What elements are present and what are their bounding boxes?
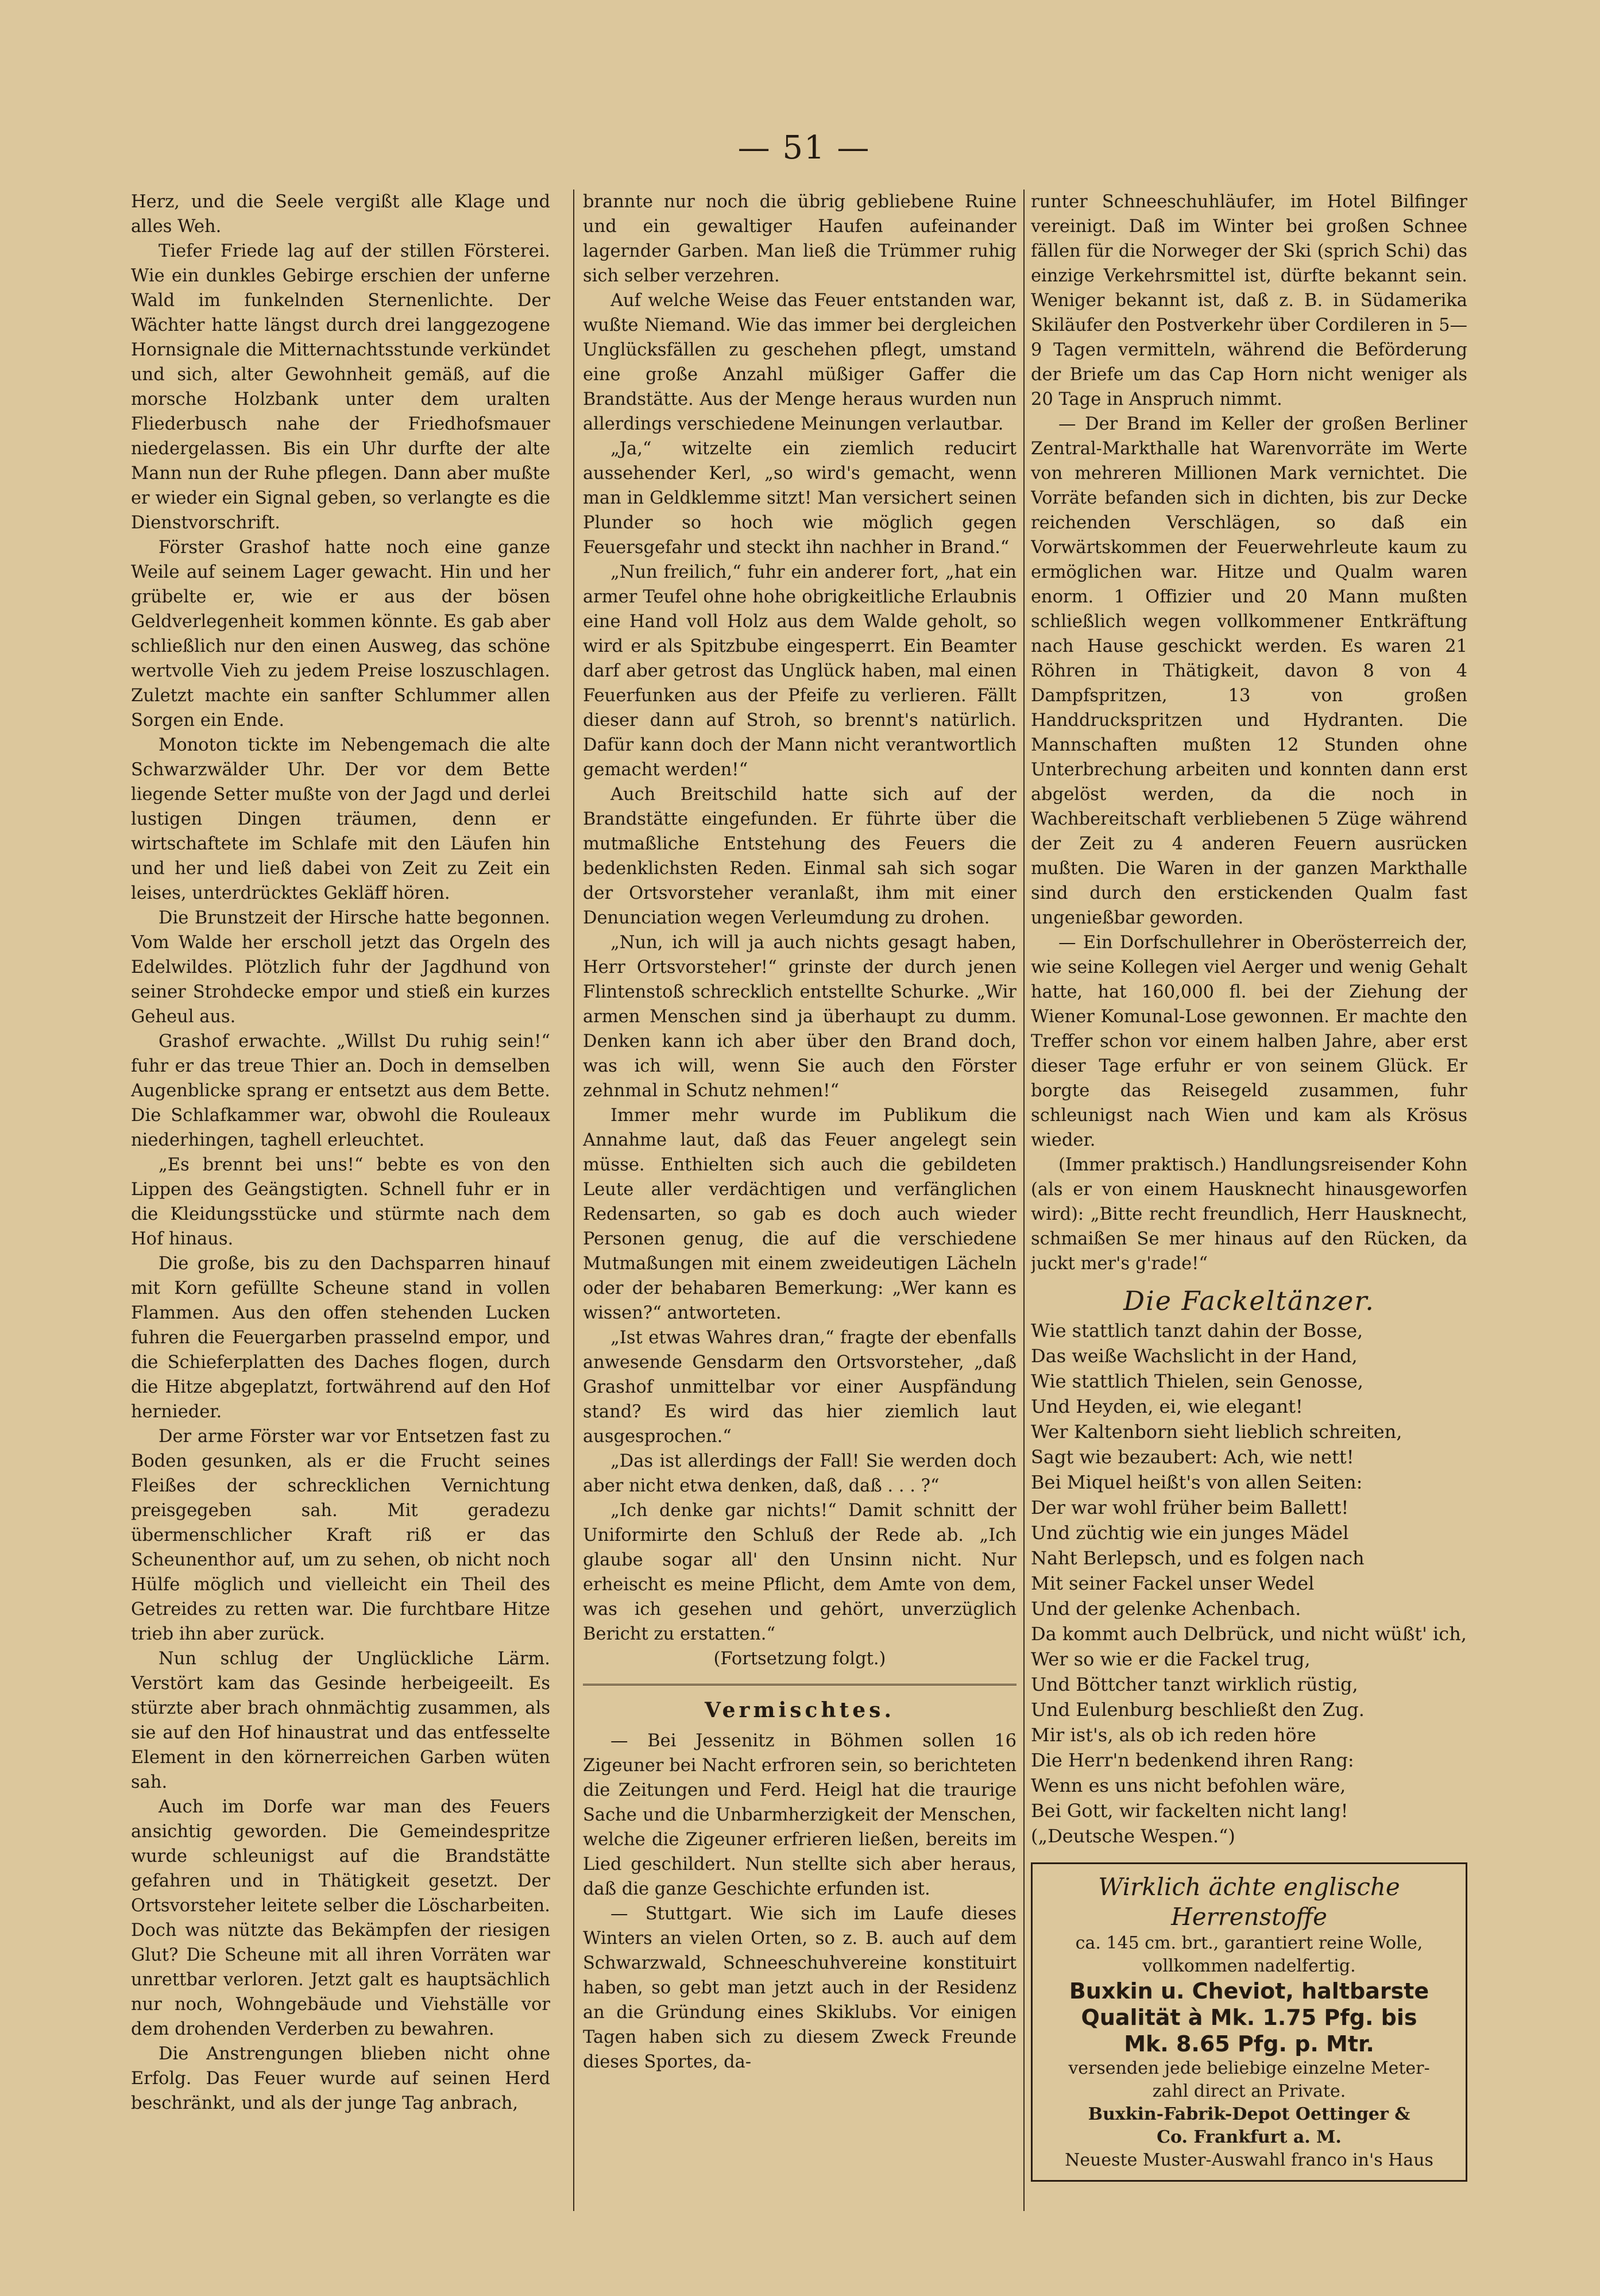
poem-line: Sagt wie bezaubert: Ach, wie nett! [1031,1446,1354,1468]
section-rule [583,1684,1017,1688]
paragraph: „Ist etwas Wahres dran,“ fragte der ebenfalls anwesende Gensdarm den Ortsvorsteher, „daß Grashof unmittelbar vor einer Auspfändung stand? Es wird das hier ziemlich laut ausgesprochen.“ [583,1328,1017,1447]
column-2 [583,190,1017,2211]
ad-text: zahl direct an Private. [1152,2081,1346,2101]
paragraph: Die Anstrengungen blieben nicht ohne Erfolg. Das Feuer wurde auf seinen Herd beschränkt, und als der junge Tag anbrach, [131,2044,550,2113]
poem-line: Wie stattlich tanzt dahin der Bosse, [1031,1320,1363,1342]
ad-headline: Wirklich ächte englische [1098,1873,1400,1901]
poem-line: Wer Kaltenborn sieht lieblich schreiten, [1031,1421,1402,1443]
poem-line: Mit seiner Fackel unser Wedel [1031,1572,1315,1594]
poem-line: Bei Gott, wir fackelten nicht lang! [1031,1800,1348,1822]
continued-note: (Fortsetzung folgt.) [713,1649,886,1669]
paragraph: Nun schlug der Unglückliche Lärm. Verstört kam das Gesinde herbeigeeilt. Es stürzte aber brach ohnmächtig zusammen, als sie auf den Hof hinaustrat und das entfesselte Element in den körnerreichen Garben wüten sah. [131,1649,550,1792]
column-3 [1031,190,1467,2211]
poem-line: Und Eulenburg beschließt den Zug. [1031,1699,1365,1721]
column-1 [131,190,550,2211]
anecdote: (Immer praktisch.) Handlungsreisender Kohn (als er von einem Hausknecht hinausgeworfen wird): „Bitte recht freundlich, Herr Hausknecht, schmaißen Se mer hinaus auf den Rücken, da juckt mer's g'rade!“ [1031,1155,1467,1274]
ad-text: Neueste Muster-Auswahl franco in's Haus [1065,2150,1433,2170]
paragraph: „Nun freilich,“ fuhr ein anderer fort, „hat ein armer Teufel ohne hohe obrigkeitliche Erlaubnis eine Hand voll Holz aus dem Walde geholt, so wird er als Spitzbube eingesperrt. Ein Beamter darf aber getrost das Unglück haben, mal einen Feuerfunken aus der Pfeife zu verlieren. Fällt dieser dann auf Stroh, so brennt's natürlich. Dafür kann doch der Mann nicht verantwortlich gemacht werden!“ [583,562,1017,780]
paragraph: Tiefer Friede lag auf der stillen Försterei. Wie ein dunkles Gebirge erschien der unferne Wald im funkelnden Sternenlichte. Der Wächter hatte längst durch drei langgezogene Hornsignale die Mitternachtsstunde verkündet und sich, alter Gewohnheit gemäß, auf die morsche Holzbank unter dem uralten Fliederbusch nahe der Friedhofsmauer niedergelassen. Bis ein Uhr durfte der alte Mann nun der Ruhe pflegen. Dann aber mußte er wieder ein Signal geben, so verlangte es die Dienstvorschrift. [131,241,550,533]
paragraph: Auch Breitschild hatte sich auf der Brandstätte eingefunden. Er führte über die mutmaßliche Entstehung des Feuers die bedenklichsten Reden. Einmal sah sich sogar der Ortsvorsteher veranlaßt, ihm mit einer Denunciation wegen Verleumdung zu drohen. [583,784,1017,928]
paragraph: „Das ist allerdings der Fall! Sie werden doch aber nicht etwa denken, daß, daß . . . ?“ [583,1451,1017,1496]
poem-line: Und Heyden, ei, wie elegant! [1031,1396,1303,1417]
ad-headline: Herrenstoffe [1171,1903,1327,1931]
poem-line: Mir ist's, als ob ich reden höre [1031,1724,1316,1746]
paragraph: Auf welche Weise das Feuer entstanden war, wußte Niemand. Wie das immer bei dergleichen Unglücksfällen zu geschehen pflegt, umstand eine große Anzahl müßiger Gaffer die Brandstätte. Aus der Menge heraus wurden nun allerdings verschiedene Meinungen verlautbar. [583,291,1017,434]
poem-line: Wer so wie er die Fackel trug, [1031,1648,1311,1670]
page-number: — 51 — [737,129,871,167]
column-divider [1023,190,1025,2211]
poem-line: Da kommt auch Delbrück, und nicht wüßt' ich, [1031,1623,1467,1645]
news-item: — Der Brand im Keller der großen Berliner Zentral-Markthalle hat Warenvorräte im Werte von mehreren Millionen Mark vernichtet. Die Vorräte befanden sich in dichten, bis zur Decke reichenden Verschlägen, so daß ein Vorwärtskommen der Feuerwehrleute kaum zu ermöglichen war. Hitze und Qualm waren enorm. 1 Offizier und 20 Mann mußten schließlich wegen vollkommener Entkräftung nach Hause geschickt werden. Es waren 21 Röhren in Thätigkeit, davon 8 von 4 Dampfspritzen, 13 von großen Handdruckspritzen und Hydranten. Die Mannschaften mußten 12 Stunden ohne Unterbrechung arbeiten und konnten dann erst abgelöst werden, da die noch in Wachbereitschaft verbliebenen 5 Züge während der Zeit zu 4 anderen Feuern ausrücken mußten. Die Waren in der ganzen Markthalle sind durch den erstickenden Qualm fast ungenießbar geworden. [1031,414,1467,928]
news-item: — Ein Dorfschullehrer in Oberösterreich der, wie seine Kollegen viel Aerger und wenig Gehalt hatte, hat 160,000 fl. bei der Ziehung der Wiener Komunal-Lose gewonnen. Er machte den Treffer schon vor einem halben Jahre, aber erst dieser Tage erfuhr er von seinem Glück. Er borgte das Reisegeld zusammen, fuhr schleunigst nach Wien und kam als Krösus wieder. [1031,933,1467,1150]
paragraph: Der arme Förster war vor Entsetzen fast zu Boden gesunken, als er die Frucht seines Fleißes der schrecklichen Vernichtung preisgegeben sah. Mit geradezu übermenschlicher Kraft riß er das Scheunenthor auf, um zu sehen, ob nicht noch Hülfe möglich und vielleicht ein Theil des Getreides zu retten war. Die furchtbare Hitze trieb ihn aber zurück. [131,1427,550,1644]
paragraph: Monoton tickte im Nebengemach die alte Schwarzwälder Uhr. Der vor dem Bette liegende Setter mußte von der Jagd und derlei lustigen Dingen träumen, denn er wirtschaftete im Schlafe mit den Läufen hin und her und ließ dabei von Zeit zu Zeit ein leises, unterdrücktes Gekläff hören. [131,735,550,903]
paragraph: „Ja,“ witzelte ein ziemlich reducirt aussehender Kerl, „so wird's gemacht, wenn man in Geldklemme sitzt! Man versichert seinen Plunder so hoch wie möglich gegen Feuersgefahr und steckt ihn nachher in Brand.“ [583,439,1017,558]
poem-title: Die Fackeltänzer. [1123,1285,1375,1316]
poem-line: Das weiße Wachslicht in der Hand, [1031,1345,1358,1367]
news-item: — Stuttgart. Wie sich im Laufe dieses Winters an vielen Orten, so z. B. auch auf dem Schwarzwald, Schneeschuhvereine konstituirt haben, so gebt man jetzt auch in der Residenz an die Gründung eines Skiklubs. Vor einigen Tagen haben sich zu diesem Zweck Freunde dieses Sportes, da- [583,1904,1017,2072]
paragraph: „Ich denke gar nichts!“ Damit schnitt der Uniformirte den Schluß der Rede ab. „Ich glaube sogar all' den Unsinn nicht. Nur erheischt es meine Pflicht, dem Amte von dem, was ich gesehen und gehört, unverzüglich Bericht zu erstatten.“ [583,1501,1017,1644]
poem-line: Naht Berlepsch, und es folgen nach [1031,1547,1365,1569]
advertisement [1031,1862,1467,2182]
paragraph: Die Brunstzeit der Hirsche hatte begonnen. Vom Walde her erscholl jetzt das Orgeln des Edelwildes. Plötzlich fuhr der Jagdhund von seiner Strohdecke empor und stieß ein kurzes Geheul aus. [131,908,550,1027]
poem-line: Die Herr'n bedenkend ihren Rang: [1031,1749,1354,1771]
paragraph: Auch im Dorfe war man des Feuers ansichtig geworden. Die Gemeindespritze wurde schleunigst auf die Brandstätte gefahren und in Thätigkeit gesetzt. Der Ortsvorsteher leitete selber die Löscharbeiten. Doch was nützte das Bekämpfen der riesigen Glut? Die Scheune mit all ihren Vorräten war unrettbar verloren. Jetzt galt es hauptsächlich nur noch, Wohngebäude und Viehställe vor dem drohenden Verderben zu bewahren. [131,1797,550,2039]
poem-line: Der war wohl früher beim Ballett! [1031,1497,1349,1518]
poem-line: Bei Miquel heißt's von allen Seiten: [1031,1471,1363,1493]
paragraph: Herz, und die Seele vergißt alle Klage und alles Weh. [131,192,550,237]
ad-offer: Buxkin u. Cheviot, haltbarste [1069,1978,1429,2004]
column-divider [573,190,574,2211]
ad-text: versenden jede beliebige einzelne Meter- [1068,2058,1430,2078]
poem-source: („Deutsche Wespen.“) [1031,1825,1235,1847]
paragraph: runter Schneeschuhläufer, im Hotel Bilfinger vereinigt. Daß im Winter bei großen Schnee fällen für die Norweger der Ski (sprich Schi) das einzige Verkehrsmittel ist, dürfte bekannt sein. Weniger bekannt ist, daß z. B. in Südamerika Skiläufer den Postverkehr über Cordileren in 5—9 Tagen vermitteln, während die Beförderung der Briefe um das Cap Horn nicht weniger als 20 Tage in Anspruch nimmt. [1031,192,1467,409]
poem-line: Wie stattlich Thielen, sein Genosse, [1031,1370,1363,1392]
ad-text: vollkommen nadelfertig. [1142,1956,1356,1976]
ad-text: ca. 145 cm. brt., garantiert reine Wolle, [1075,1933,1423,1953]
poem-line: Und der gelenke Achenbach. [1031,1598,1301,1619]
paragraph: „Nun, ich will ja auch nichts gesagt haben, Herr Ortsvorsteher!“ grinste der durch jenen Flintenstoß schrecklich entstellte Schurke. „Wir armen Menschen sind ja überhaupt zu dumm. Denken kann ich aber über den Brand doch, was ich will, wenn Sie auch den Förster zehnmal in Schutz nehmen!“ [583,933,1017,1101]
poem-line: Und Böttcher tanzt wirklich rüstig, [1031,1673,1358,1695]
ad-company: Co. Frankfurt a. M. [1157,2127,1342,2147]
paragraph: brannte nur noch die übrig gebliebene Ruine und ein gewaltiger Haufen aufeinander lagernder Garben. Man ließ die Trümmer ruhig sich selber verzehren. [583,192,1017,286]
paragraph: Die große, bis zu den Dachsparren hinauf mit Korn gefüllte Scheune stand in vollen Flammen. Aus den offen stehenden Lucken fuhren die Feuergarben prasselnd empor, und die Schieferplatten des Daches flogen, durch die Hitze abgeplatzt, fortwährend auf den Hof hernieder. [131,1254,550,1422]
news-item: — Bei Jessenitz in Böhmen sollen 16 Zigeuner bei Nacht erfroren sein, so berichteten die Zeitungen und Ferd. Heigl hat die traurige Sache und die Unbarmherzigkeit der Menschen, welche die Zigeuner erfrieren ließen, bereits im Lied geschildert. Nun stellte sich aber heraus, daß die ganze Geschichte erfunden ist. [583,1731,1017,1899]
misc-heading: Vermischtes. [705,1698,895,1722]
paragraph: Förster Grashof hatte noch eine ganze Weile auf seinem Lager gewacht. Hin und her grübelte er, wie er aus der bösen Geldverlegenheit kommen könnte. Es gab aber schließlich nur den einen Ausweg, das schöne wertvolle Vieh zu jedem Preise loszuschlagen. Zuletzt machte ein sanfter Schlummer allen Sorgen ein Ende. [131,538,550,730]
paragraph: Immer mehr wurde im Publikum die Annahme laut, daß das Feuer angelegt sein müsse. Enthielten sich auch die gebildeten Leute aller verdächtigen und verfänglichen Redensarten, so gab es doch auch wieder Personen genug, die auf die verschiedene Mutmaßungen mit einem zweideutigen Lächeln oder der behabaren Bemerkung: „Wer kann es wissen?“ antworteten. [583,1106,1017,1323]
ad-offer: Mk. 8.65 Pfg. p. Mtr. [1124,2031,1374,2057]
poem [1031,1318,1467,1849]
ad-offer: Qualität à Mk. 1.75 Pfg. bis [1081,2005,1417,2030]
poem-line: Und züchtig wie ein junges Mädel [1031,1522,1349,1544]
poem-line: Wenn es uns nicht befohlen wäre, [1031,1775,1346,1796]
paragraph: „Es brennt bei uns!“ bebte es von den Lippen des Geängstigten. Schnell fuhr er in die Kleidungsstücke und stürmte nach dem Hof hinaus. [131,1155,550,1249]
ad-company: Buxkin-Fabrik-Depot Oettinger & [1088,2104,1410,2124]
paragraph: Grashof erwachte. „Willst Du ruhig sein!“ fuhr er das treue Thier an. Doch in demselben Augenblicke sprang er entsetzt aus dem Bette. Die Schlafkammer war, obwohl die Rouleaux niederhingen, taghell erleuchtet. [131,1031,550,1150]
